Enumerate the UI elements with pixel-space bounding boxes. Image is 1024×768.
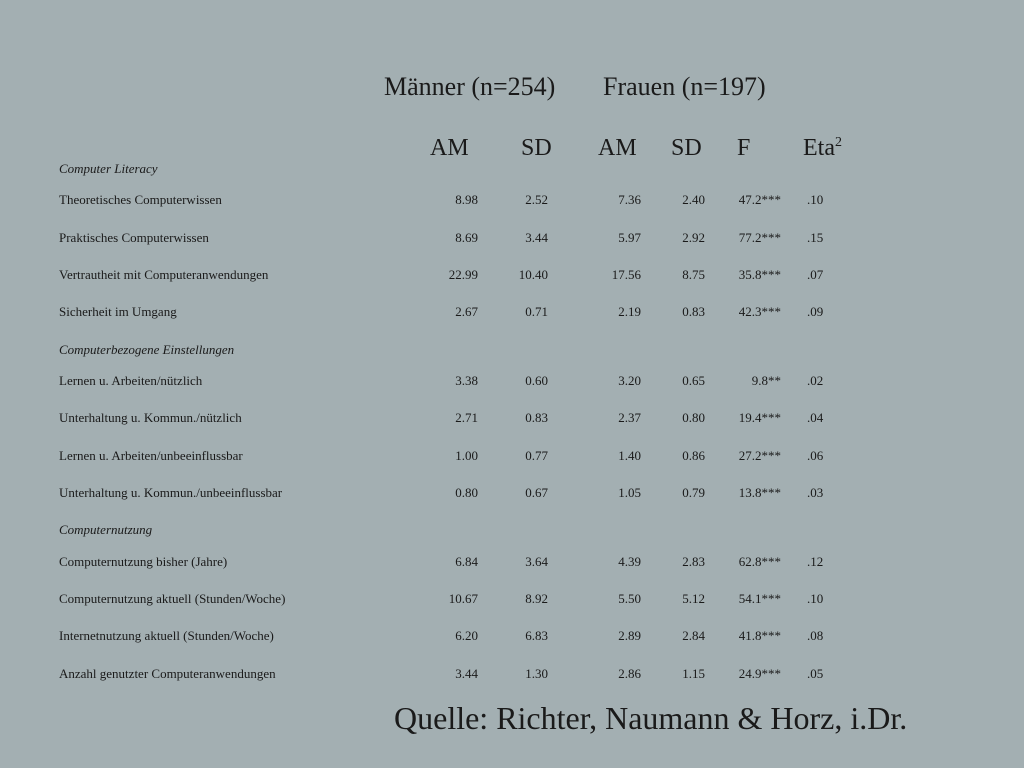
cell-am-men: 1.00 [455, 448, 478, 463]
cell-sd-women: 1.15 [682, 666, 705, 681]
row-label: Vertrautheit mit Computeranwendungen [59, 267, 269, 282]
cell-sd-men: 3.44 [525, 230, 548, 245]
cell-am-women: 2.89 [618, 628, 641, 643]
cell-sd-men: 2.52 [525, 192, 548, 207]
cell-sd-women: 2.84 [682, 628, 705, 643]
cell-am-women: 2.37 [618, 410, 641, 425]
cell-eta: .06 [807, 448, 824, 463]
cell-am-men: 8.98 [455, 192, 478, 207]
table-row [0, 591, 1024, 611]
cell-f: 27.2*** [738, 448, 781, 463]
cell-am-women: 4.39 [618, 554, 641, 569]
cell-f: 35.8*** [738, 267, 781, 282]
table-row [0, 410, 1024, 430]
group-header-men: Männer (n=254) [384, 72, 556, 101]
cell-f: 54.1*** [738, 591, 781, 606]
cell-eta: .03 [807, 485, 824, 500]
cell-f: 24.9*** [738, 666, 781, 681]
source-citation: Quelle: Richter, Naumann & Horz, i.Dr. [394, 700, 908, 736]
cell-eta: .10 [807, 591, 824, 606]
col-header-sd-women: SD [671, 135, 702, 161]
eta-superscript: 2 [834, 135, 842, 150]
col-header-am-men: AM [430, 135, 469, 161]
cell-am-women: 1.05 [618, 485, 641, 500]
row-label: Lernen u. Arbeiten/unbeeinflussbar [59, 448, 243, 463]
cell-am-women: 5.97 [618, 230, 641, 245]
cell-f: 47.2*** [738, 192, 781, 207]
cell-am-men: 10.67 [448, 591, 478, 606]
col-header-am-women: AM [598, 135, 637, 161]
col-header-f: F [737, 135, 751, 161]
cell-am-men: 0.80 [455, 485, 478, 500]
cell-f: 9.8** [751, 373, 781, 388]
cell-f: 42.3*** [738, 304, 781, 319]
section-title-computer-literacy: Computer Literacy [59, 161, 158, 176]
cell-eta: .09 [807, 304, 824, 319]
cell-f: 41.8*** [738, 628, 781, 643]
cell-eta: .05 [807, 666, 824, 681]
cell-sd-men: 0.83 [525, 410, 548, 425]
row-label: Unterhaltung u. Kommun./nützlich [59, 410, 242, 425]
cell-sd-men: 0.60 [525, 373, 548, 388]
row-label: Internetnutzung aktuell (Stunden/Woche) [59, 628, 274, 643]
cell-sd-women: 0.86 [682, 448, 705, 463]
cell-f: 13.8*** [738, 485, 781, 500]
table-row [0, 267, 1024, 287]
cell-sd-men: 0.77 [525, 448, 548, 463]
row-label: Anzahl genutzter Computeranwendungen [59, 666, 276, 681]
cell-am-men: 2.67 [455, 304, 478, 319]
group-header-women: Frauen (n=197) [603, 72, 766, 101]
cell-eta: .10 [807, 192, 824, 207]
table-row [0, 628, 1024, 648]
table-row [0, 448, 1024, 468]
cell-sd-men: 6.83 [525, 628, 548, 643]
cell-eta: .02 [807, 373, 824, 388]
cell-sd-men: 1.30 [525, 666, 548, 681]
cell-sd-men: 0.67 [525, 485, 548, 500]
row-label: Sicherheit im Umgang [59, 304, 177, 319]
row-label: Lernen u. Arbeiten/nützlich [59, 373, 203, 388]
section-title-computer-attitudes: Computerbezogene Einstellungen [59, 342, 235, 357]
col-header-sd-men: SD [521, 135, 552, 161]
cell-am-women: 5.50 [618, 591, 641, 606]
cell-eta: .15 [807, 230, 824, 245]
table-row [0, 485, 1024, 505]
row-label: Praktisches Computerwissen [59, 230, 209, 245]
cell-sd-men: 10.40 [518, 267, 548, 282]
row-label: Theoretisches Computerwissen [59, 192, 222, 207]
cell-am-men: 8.69 [455, 230, 478, 245]
cell-am-men: 3.38 [455, 373, 478, 388]
row-label: Unterhaltung u. Kommun./unbeeinflussbar [59, 485, 283, 500]
table-row [0, 304, 1024, 324]
cell-sd-women: 0.65 [682, 373, 705, 388]
table-row [0, 192, 1024, 212]
cell-sd-women: 8.75 [682, 267, 705, 282]
cell-eta: .04 [807, 410, 824, 425]
table-row [0, 373, 1024, 393]
cell-eta: .07 [807, 267, 824, 282]
cell-sd-women: 2.40 [682, 192, 705, 207]
cell-sd-men: 3.64 [525, 554, 548, 569]
col-header-eta [803, 135, 842, 162]
cell-f: 62.8*** [738, 554, 781, 569]
cell-am-women: 7.36 [618, 192, 641, 207]
cell-sd-women: 2.92 [682, 230, 705, 245]
cell-am-women: 2.86 [618, 666, 641, 681]
row-label: Computernutzung bisher (Jahre) [59, 554, 228, 569]
cell-am-men: 3.44 [455, 666, 478, 681]
cell-sd-men: 0.71 [525, 304, 548, 319]
table-row [0, 666, 1024, 686]
eta-label: Eta [803, 135, 835, 161]
table-row [0, 554, 1024, 574]
cell-am-men: 6.20 [455, 628, 478, 643]
cell-am-men: 22.99 [448, 267, 478, 282]
section-title-computer-usage: Computernutzung [59, 522, 153, 537]
cell-am-women: 2.19 [618, 304, 641, 319]
cell-sd-women: 0.79 [682, 485, 705, 500]
cell-sd-women: 0.80 [682, 410, 705, 425]
cell-am-men: 6.84 [455, 554, 478, 569]
cell-sd-women: 0.83 [682, 304, 705, 319]
cell-sd-women: 5.12 [682, 591, 705, 606]
cell-f: 19.4*** [738, 410, 781, 425]
cell-eta: .12 [807, 554, 824, 569]
cell-eta: .08 [807, 628, 824, 643]
cell-am-men: 2.71 [455, 410, 478, 425]
row-label: Computernutzung aktuell (Stunden/Woche) [59, 591, 286, 606]
cell-sd-men: 8.92 [525, 591, 548, 606]
cell-am-women: 3.20 [618, 373, 641, 388]
cell-sd-women: 2.83 [682, 554, 705, 569]
cell-f: 77.2*** [738, 230, 781, 245]
cell-am-women: 1.40 [618, 448, 641, 463]
table-row [0, 230, 1024, 250]
cell-am-women: 17.56 [611, 267, 641, 282]
